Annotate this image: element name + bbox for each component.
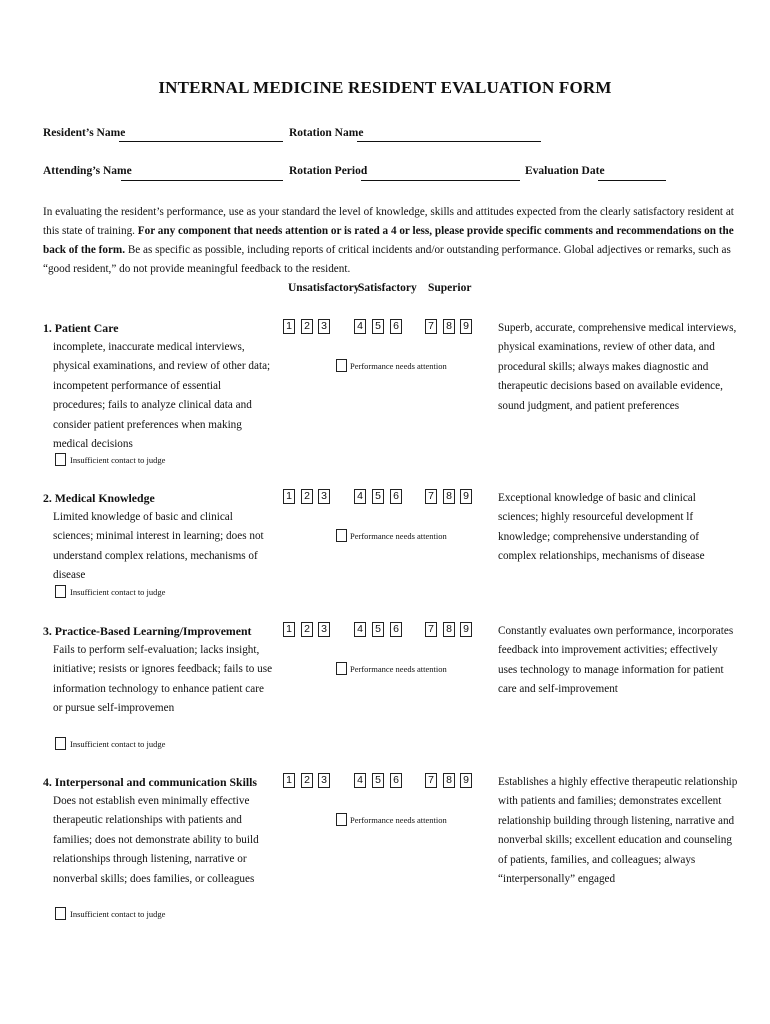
rating-box-9[interactable]: 9 (460, 319, 472, 334)
insufficient-contact-checkbox[interactable] (55, 585, 66, 598)
superior-description: Constantly evaluates own performance, incorporates feedback into improvement activities; effectively uses technology to manage information for patient care and self-improvement (498, 625, 734, 696)
instructions-emphasis: For any component that needs attention or is rated a 4 or less, please provide specific comments and recommendations on the back of the form. (43, 225, 734, 256)
rating-box-5[interactable]: 5 (372, 319, 384, 334)
rating-box-2[interactable]: 2 (301, 622, 313, 637)
rotation-name-label: Rotation Name (289, 127, 364, 139)
rating-box-5[interactable]: 5 (372, 489, 384, 504)
attention-label: Performance needs attention (350, 664, 447, 674)
rating-box-4[interactable]: 4 (354, 773, 366, 788)
rating-box-6[interactable]: 6 (390, 773, 402, 788)
unsatisfactory-description: Limited knowledge of basic and clinical sciences; minimal interest in learning; does not understand complex relations, mechanisms of disease (53, 511, 264, 582)
instructions-text-continued: Be as specific as possible, including reports of critical incidents and/or outstanding performance. Global adjectives or remarks, such as “good resident,” do not provide meaningful feedback to the resident. (43, 244, 731, 275)
rating-box-7[interactable]: 7 (425, 773, 437, 788)
rating-box-2[interactable]: 2 (301, 489, 313, 504)
insufficient-contact-label: Insufficient contact to judge (70, 455, 166, 465)
rating-box-9[interactable]: 9 (460, 489, 472, 504)
form-title: INTERNAL MEDICINE RESIDENT EVALUATION FORM (158, 78, 612, 97)
rating-box-6[interactable]: 6 (390, 319, 402, 334)
superior-description: Exceptional knowledge of basic and clinical sciences; highly resourceful development lf knowledge; comprehensive understanding of complex relationships, mechanisms of disease (498, 492, 705, 563)
rating-box-2[interactable]: 2 (301, 773, 313, 788)
superior-header: Superior (428, 282, 472, 294)
attention-label: Performance needs attention (350, 531, 447, 541)
rating-box-8[interactable]: 8 (443, 319, 455, 334)
evaluation-date-label: Evaluation Date (525, 165, 605, 177)
rating-box-7[interactable]: 7 (425, 319, 437, 334)
unsatisfactory-description: Does not establish even minimally effective therapeutic relationships with patients and families; does not demonstrate ability to build relationships through listening, narrative or nonverbal skills; does families, or colleagues (53, 795, 259, 885)
unsatisfactory-header: Unsatisfactory (288, 282, 360, 294)
resident-name-label: Resident’s Name (43, 127, 126, 139)
rating-box-8[interactable]: 8 (443, 773, 455, 788)
rating-box-6[interactable]: 6 (390, 489, 402, 504)
attention-checkbox[interactable] (336, 813, 347, 826)
rating-box-9[interactable]: 9 (460, 622, 472, 637)
rotation-name-field[interactable] (357, 140, 541, 142)
rating-box-5[interactable]: 5 (372, 773, 384, 788)
rating-box-1[interactable]: 1 (283, 773, 295, 788)
rating-box-7[interactable]: 7 (425, 622, 437, 637)
insufficient-contact-label: Insufficient contact to judge (70, 739, 166, 749)
superior-description: Superb, accurate, comprehensive medical interviews, physical examinations, review of other data, and procedural skills; always makes diagnostic and therapeutic decisions based on available evidence, sound judgment, and patient preferences (498, 322, 737, 412)
category-title: 3. Practice-Based Learning/Improvement (43, 624, 252, 638)
rating-box-1[interactable]: 1 (283, 622, 295, 637)
rating-box-9[interactable]: 9 (460, 773, 472, 788)
rating-box-1[interactable]: 1 (283, 489, 295, 504)
attention-label: Performance needs attention (350, 815, 447, 825)
rating-box-1[interactable]: 1 (283, 319, 295, 334)
rating-box-3[interactable]: 3 (318, 319, 330, 334)
insufficient-contact-label: Insufficient contact to judge (70, 587, 166, 597)
category-title: 2. Medical Knowledge (43, 491, 155, 505)
category-title: 4. Interpersonal and communication Skills (43, 775, 258, 789)
resident-name-field[interactable] (119, 140, 283, 142)
rotation-period-label: Rotation Period (289, 165, 368, 177)
satisfactory-header: Satisfactory (358, 282, 417, 294)
attention-label: Performance needs attention (350, 361, 447, 371)
unsatisfactory-description: incomplete, inaccurate medical interviews, physical examinations, and review of other data; incompetent performance of essential procedures; fails to analyze clinical data and consider patient preferences when making medical decisions (53, 341, 271, 451)
insufficient-contact-checkbox[interactable] (55, 737, 66, 750)
rating-box-3[interactable]: 3 (318, 622, 330, 637)
insufficient-contact-label: Insufficient contact to judge (70, 909, 166, 919)
rating-box-8[interactable]: 8 (443, 489, 455, 504)
rating-box-4[interactable]: 4 (354, 622, 366, 637)
rating-box-6[interactable]: 6 (390, 622, 402, 637)
rating-box-7[interactable]: 7 (425, 489, 437, 504)
attending-name-label: Attending’s Name (43, 165, 132, 177)
rating-box-5[interactable]: 5 (372, 622, 384, 637)
rating-box-3[interactable]: 3 (318, 489, 330, 504)
attention-checkbox[interactable] (336, 529, 347, 542)
category-title: 1. Patient Care (43, 321, 119, 335)
rating-box-4[interactable]: 4 (354, 489, 366, 504)
insufficient-contact-checkbox[interactable] (55, 453, 66, 466)
insufficient-contact-checkbox[interactable] (55, 907, 66, 920)
instructions-text: In evaluating the resident’s performance, use as your standard the level of knowledge, skills and attitudes expected from the clearly satisfactory resident at this state of training. (43, 206, 734, 237)
instructions-paragraph (43, 203, 743, 279)
rotation-period-field[interactable] (361, 179, 520, 181)
rating-box-3[interactable]: 3 (318, 773, 330, 788)
rating-box-8[interactable]: 8 (443, 622, 455, 637)
attention-checkbox[interactable] (336, 662, 347, 675)
attention-checkbox[interactable] (336, 359, 347, 372)
rating-box-4[interactable]: 4 (354, 319, 366, 334)
evaluation-date-field[interactable] (598, 179, 666, 181)
attending-name-field[interactable] (121, 179, 283, 181)
superior-description: Establishes a highly effective therapeutic relationship with patients and families; demonstrates excellent relationship building through listening, narrative and nonverbal skills; excellent education and counseling of patients, families, and colleagues; always “interpersonally” engaged (498, 776, 738, 886)
rating-box-2[interactable]: 2 (301, 319, 313, 334)
unsatisfactory-description: Fails to perform self-evaluation; lacks insight, initiative; resists or ignores feedback; fails to use information technology to enhance patient care or pursue self-improvemen (53, 644, 273, 715)
